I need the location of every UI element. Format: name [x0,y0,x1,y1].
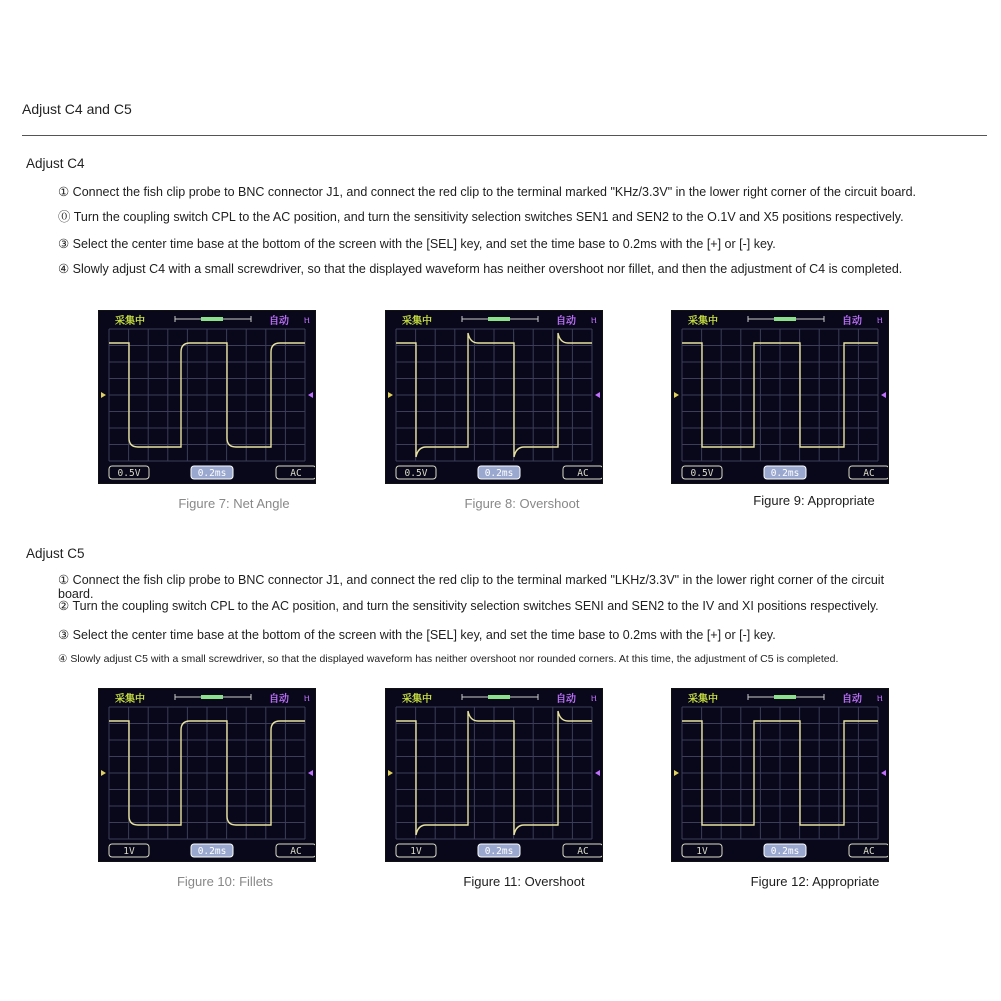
svg-text:AC: AC [290,846,302,857]
timebase-label [191,844,233,857]
acquisition-status: 采集中 [688,694,718,705]
timebase-label [478,466,520,479]
trigger-edge-icon: Ⲏ [304,694,310,703]
page-title: Adjust C4 and C5 [22,101,132,117]
channel-marker [881,770,886,776]
channel-marker [595,392,600,398]
svg-text:0.2ms: 0.2ms [197,846,227,857]
trigger-edge-icon: Ⲏ [877,694,883,703]
coupling-label [276,844,315,857]
volts-per-div-label [109,466,149,479]
timebase-label [478,844,520,857]
scope-display [99,689,315,861]
svg-text:0.5V: 0.5V [404,468,428,479]
timebase-label [191,466,233,479]
c4-step-2: ⓪ Turn the coupling switch CPL to the AC position, and turn the sensitivity selection switches SEN1 and SEN2 to the O.1V and X5 positions respectively. [58,210,904,224]
coupling-label [563,844,602,857]
section-heading-c5: Adjust C5 [26,546,85,561]
coupling-label [849,466,888,479]
svg-text:1V: 1V [410,846,422,857]
trigger-level-marker [101,392,106,398]
acquisition-status: 采集中 [402,316,432,327]
trigger-edge-icon: Ⲏ [591,316,597,325]
figure-11-caption: Figure 11: Overshoot [463,874,585,889]
title-divider [22,135,987,136]
acquisition-status: 采集中 [115,316,145,327]
svg-text:0.5V: 0.5V [117,468,141,479]
scope-grid [396,707,592,839]
oscilloscope-screen-fig8 [385,310,603,484]
acquisition-status: 采集中 [688,316,718,327]
figure-7-caption: Figure 7: Net Angle [178,496,290,511]
trigger-mode: 自动 [556,694,576,705]
c5-step-2: ② Turn the coupling switch CPL to the AC position, and turn the sensitivity selection switches SENI and SEN2 to the IV and XI positions respectively. [58,599,879,613]
oscilloscope-screen-fig11 [385,688,603,862]
trigger-level-marker [388,392,393,398]
memory-position-icon [175,316,251,322]
memory-position-icon [175,694,251,700]
svg-text:0.2ms: 0.2ms [197,468,227,479]
trigger-edge-icon: Ⲏ [304,316,310,325]
svg-text:1V: 1V [123,846,135,857]
svg-text:0.2ms: 0.2ms [484,468,514,479]
svg-text:0.2ms: 0.2ms [770,468,800,479]
trigger-mode: 自动 [556,316,576,327]
svg-text:0.2ms: 0.2ms [770,846,800,857]
memory-position-icon [462,316,538,322]
trigger-level-marker [674,392,679,398]
c4-step-4: ④ Slowly adjust C4 with a small screwdriver, so that the displayed waveform has neither overshoot nor fillet, and then the adjustment of C4 is completed. [58,262,903,276]
scope-grid [396,329,592,461]
scope-grid [109,329,305,461]
channel-marker [308,392,313,398]
c5-step-4: ④ Slowly adjust C5 with a small screwdriver, so that the displayed waveform has neither overshoot nor rounded corners. At this time, the adjustment of C5 is completed. [58,653,839,665]
volts-per-div-label [682,844,722,857]
svg-text:AC: AC [577,468,589,479]
scope-grid [109,707,305,839]
svg-text:0.5V: 0.5V [690,468,714,479]
trigger-mode: 自动 [842,694,862,705]
section-heading-c4: Adjust C4 [26,156,85,171]
trigger-edge-icon: Ⲏ [591,694,597,703]
scope-display [99,311,315,483]
trigger-mode: 自动 [842,316,862,327]
acquisition-status: 采集中 [115,694,145,705]
trigger-level-marker [101,770,106,776]
scope-display [386,311,602,483]
svg-text:0.2ms: 0.2ms [484,846,514,857]
volts-per-div-label [682,466,722,479]
scope-display [672,689,888,861]
figure-12-caption: Figure 12: Appropriate [750,874,880,889]
channel-marker [881,392,886,398]
timebase-label [764,466,806,479]
channel-marker [308,770,313,776]
timebase-label [764,844,806,857]
memory-position-icon [462,694,538,700]
oscilloscope-screen-fig7 [98,310,316,484]
memory-position-icon [748,316,824,322]
trigger-level-marker [388,770,393,776]
c5-step-1: ① Connect the fish clip probe to BNC connector J1, and connect the red clip to the terminal marked "LKHz/3.3V" in the lower right corner of the circuit board. [58,573,885,601]
c5-step-3: ③ Select the center time base at the bottom of the screen with the [SEL] key, and set the time base to 0.2ms with the [+] or [-] key. [58,628,776,642]
acquisition-status: 采集中 [402,694,432,705]
figure-9-caption: Figure 9: Appropriate [753,493,875,508]
svg-text:AC: AC [577,846,589,857]
svg-text:AC: AC [863,468,875,479]
scope-grid [682,329,878,461]
scope-grid [682,707,878,839]
c4-step-3: ③ Select the center time base at the bottom of the screen with the [SEL] key, and set the time base to 0.2ms with the [+] or [-] key. [58,237,776,251]
volts-per-div-label [396,466,436,479]
coupling-label [563,466,602,479]
volts-per-div-label [396,844,436,857]
trigger-level-marker [674,770,679,776]
svg-text:AC: AC [290,468,302,479]
svg-text:1V: 1V [696,846,708,857]
memory-position-icon [748,694,824,700]
figure-8-caption: Figure 8: Overshoot [464,496,580,511]
figure-10-caption: Figure 10: Fillets [176,874,274,889]
scope-display [386,689,602,861]
scope-display [672,311,888,483]
oscilloscope-screen-fig10 [98,688,316,862]
channel-marker [595,770,600,776]
trigger-edge-icon: Ⲏ [877,316,883,325]
oscilloscope-screen-fig12 [671,688,889,862]
volts-per-div-label [109,844,149,857]
coupling-label [849,844,888,857]
coupling-label [276,466,315,479]
c4-step-1: ① Connect the fish clip probe to BNC connector J1, and connect the red clip to the terminal marked "KHz/3.3V" in the lower right corner of the circuit board. [58,185,917,199]
oscilloscope-screen-fig9 [671,310,889,484]
trigger-mode: 自动 [269,694,289,705]
svg-text:AC: AC [863,846,875,857]
trigger-mode: 自动 [269,316,289,327]
